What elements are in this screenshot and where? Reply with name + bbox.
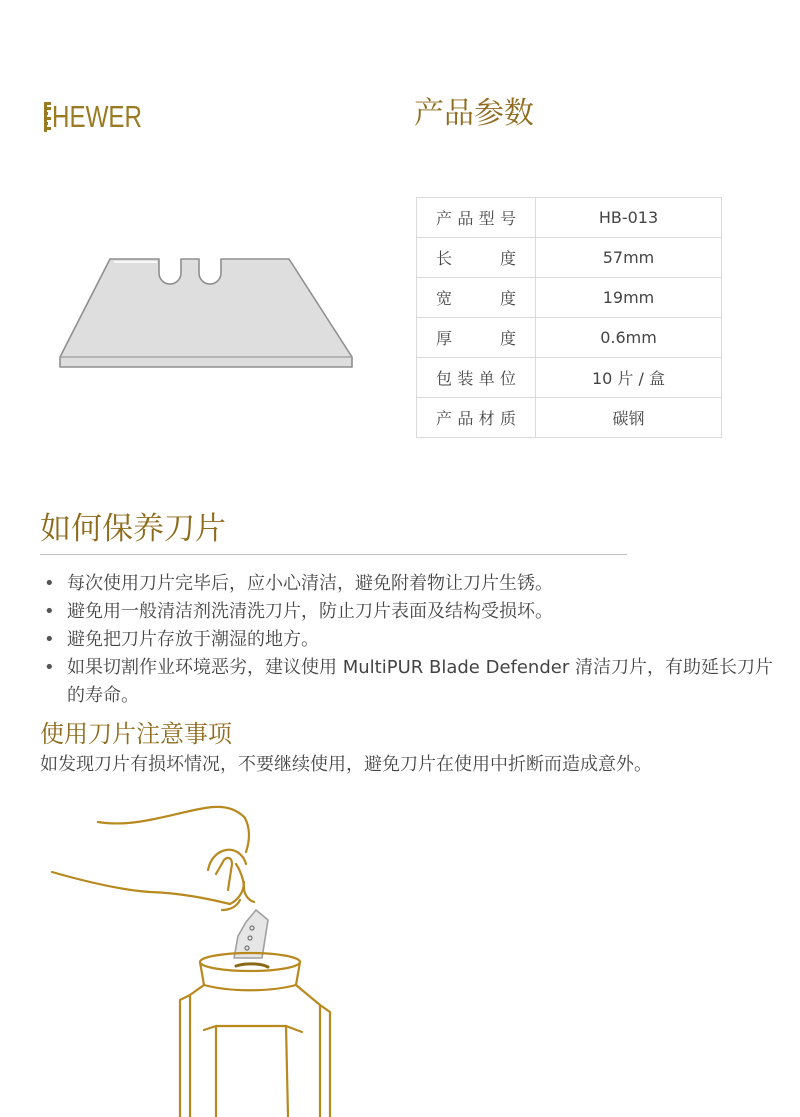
bullet-icon: •: [44, 629, 55, 650]
spec-label-text: 厚 度: [436, 329, 516, 348]
spec-label-text: 产品型号: [436, 209, 516, 228]
spec-value: 碳钢: [536, 398, 722, 438]
section-divider: [40, 554, 627, 555]
care-list: [44, 570, 784, 710]
blade-icon: [58, 253, 354, 371]
spec-row: [417, 198, 722, 238]
care-item: [44, 598, 784, 626]
care-item-text: 每次使用刀片完毕后，应小心清洁，避免附着物让刀片生锈。: [67, 573, 553, 594]
care-title: 如何保养刀片: [40, 511, 226, 547]
spec-value: 57mm: [536, 238, 722, 278]
spec-row: [417, 318, 722, 358]
care-item: [44, 654, 784, 710]
spec-value: 0.6mm: [536, 318, 722, 358]
spec-row: [417, 278, 722, 318]
notice-title: 使用刀片注意事项: [40, 720, 232, 748]
bullet-icon: •: [44, 573, 55, 594]
spec-label: [417, 318, 536, 358]
spec-label-text: 包装单位: [436, 369, 516, 388]
care-item-text: 避免把刀片存放于潮湿的地方。: [67, 629, 319, 650]
care-item: [44, 626, 784, 654]
logo-text: HEWER: [52, 99, 143, 134]
spec-label: [417, 238, 536, 278]
spec-row: [417, 238, 722, 278]
logo-mark-icon: [44, 102, 51, 132]
spec-label: [417, 398, 536, 438]
brand-logo: [44, 100, 167, 134]
spec-value: 19mm: [536, 278, 722, 318]
params-title: 产品参数: [414, 96, 534, 131]
spec-label-text: 长 度: [436, 249, 516, 268]
spec-label: [417, 278, 536, 318]
care-item-text: 如果切割作业环境恶劣，建议使用 MultiPUR Blade Defender 清洁刀片，有助延长刀片的寿命。: [67, 657, 773, 706]
spec-label: [417, 358, 536, 398]
hand-blade-illustration-icon: [40, 800, 400, 1117]
spec-row: [417, 358, 722, 398]
notice-text: 如发现刀片有损坏情况，不要继续使用，避免刀片在使用中折断而造成意外。: [40, 754, 652, 775]
spec-value: HB-013: [536, 198, 722, 238]
care-item-text: 避免用一般清洁剂洗清洗刀片，防止刀片表面及结构受损坏。: [67, 601, 553, 622]
spec-label: [417, 198, 536, 238]
spec-row: [417, 398, 722, 438]
spec-label-text: 产品材质: [436, 409, 516, 428]
care-item: [44, 570, 784, 598]
spec-label-text: 宽 度: [436, 289, 516, 308]
spec-value: 10 片 / 盒: [536, 358, 722, 398]
bullet-icon: •: [44, 657, 55, 678]
bullet-icon: •: [44, 601, 55, 622]
spec-table: [416, 197, 722, 438]
